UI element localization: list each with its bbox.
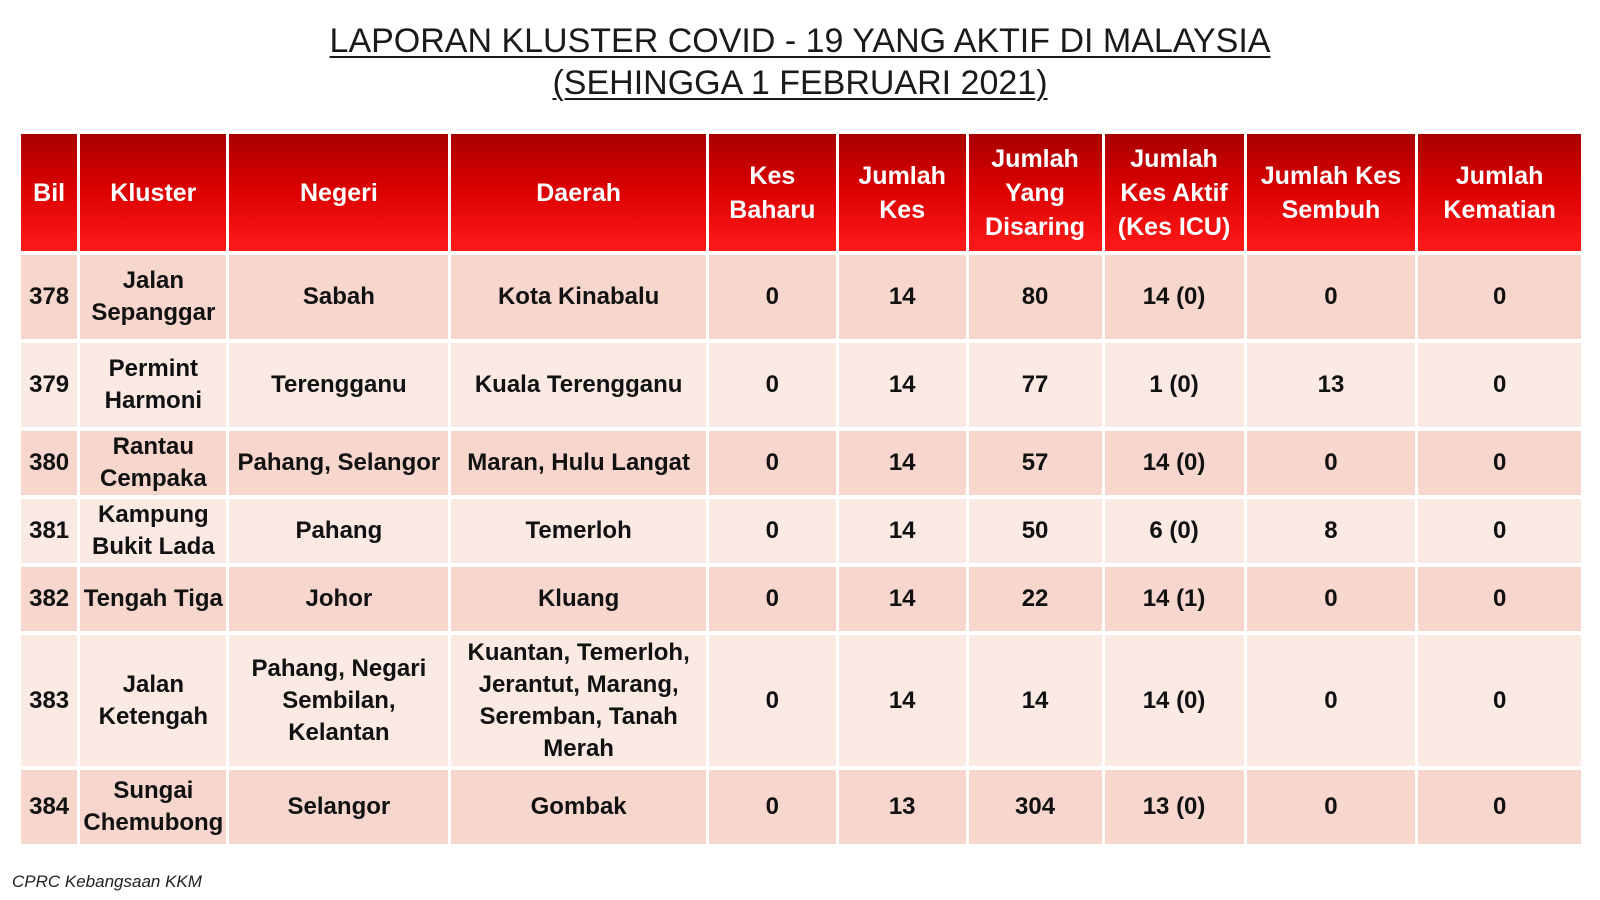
cell-disaring: 304	[969, 770, 1102, 844]
cell-aktif: 13 (0)	[1105, 770, 1244, 844]
cell-kluster: Jalan Ketengah	[80, 635, 226, 766]
cell-bil: 381	[21, 499, 77, 563]
cell-kes-baharu: 0	[709, 635, 836, 766]
cell-jumlah-kes: 14	[839, 567, 966, 631]
cell-jumlah-kes: 14	[839, 635, 966, 766]
cell-kluster: Rantau Cempaka	[80, 431, 226, 495]
cell-kluster: Jalan Sepanggar	[80, 255, 226, 339]
table-row	[21, 499, 1581, 563]
cell-kematian: 0	[1418, 499, 1581, 563]
cell-kluster: Permint Harmoni	[80, 343, 226, 427]
header-bil: Bil	[21, 134, 77, 251]
cell-bil: 382	[21, 567, 77, 631]
cell-sembuh: 0	[1247, 635, 1416, 766]
cell-jumlah-kes: 14	[839, 343, 966, 427]
cell-daerah: Kuantan, Temerloh, Jerantut, Marang, Seremban, Tanah Merah	[451, 635, 706, 766]
header-jumlah-disaring: Jumlah Yang Disaring	[969, 134, 1102, 251]
cell-kes-baharu: 0	[709, 770, 836, 844]
cell-disaring: 57	[969, 431, 1102, 495]
cell-kematian: 0	[1418, 343, 1581, 427]
cell-disaring: 22	[969, 567, 1102, 631]
header-kluster: Kluster	[80, 134, 226, 251]
cell-sembuh: 0	[1247, 255, 1416, 339]
header-jumlah-kes: Jumlah Kes	[839, 134, 966, 251]
cell-daerah: Temerloh	[451, 499, 706, 563]
table-row	[21, 770, 1581, 844]
cell-kematian: 0	[1418, 255, 1581, 339]
cell-kematian: 0	[1418, 567, 1581, 631]
cell-negeri: Johor	[229, 567, 448, 631]
cell-aktif: 14 (0)	[1105, 635, 1244, 766]
cell-jumlah-kes: 14	[839, 431, 966, 495]
cell-disaring: 80	[969, 255, 1102, 339]
cell-kematian: 0	[1418, 431, 1581, 495]
cell-aktif: 1 (0)	[1105, 343, 1244, 427]
cell-jumlah-kes: 14	[839, 499, 966, 563]
source-note: CPRC Kebangsaan KKM	[12, 872, 202, 891]
header-row	[21, 134, 1581, 251]
cell-negeri: Sabah	[229, 255, 448, 339]
cell-jumlah-kes: 14	[839, 255, 966, 339]
header-kes-baharu: Kes Baharu	[709, 134, 836, 251]
cell-kluster: Kampung Bukit Lada	[80, 499, 226, 563]
cell-sembuh: 0	[1247, 431, 1416, 495]
cell-bil: 380	[21, 431, 77, 495]
table-row	[21, 255, 1581, 339]
cell-sembuh: 0	[1247, 567, 1416, 631]
cell-negeri: Selangor	[229, 770, 448, 844]
cell-daerah: Gombak	[451, 770, 706, 844]
cell-bil: 378	[21, 255, 77, 339]
cell-disaring: 50	[969, 499, 1102, 563]
header-daerah: Daerah	[451, 134, 706, 251]
title-line-1: LAPORAN KLUSTER COVID - 19 YANG AKTIF DI MALAYSIA	[329, 22, 1271, 60]
cell-negeri: Pahang, Selangor	[229, 431, 448, 495]
cell-kes-baharu: 0	[709, 499, 836, 563]
cell-bil: 384	[21, 770, 77, 844]
cell-daerah: Maran, Hulu Langat	[451, 431, 706, 495]
cell-sembuh: 0	[1247, 770, 1416, 844]
header-negeri: Negeri	[229, 134, 448, 251]
cell-kes-baharu: 0	[709, 567, 836, 631]
table-row	[21, 431, 1581, 495]
cell-sembuh: 8	[1247, 499, 1416, 563]
cell-aktif: 6 (0)	[1105, 499, 1244, 563]
cell-kluster: Tengah Tiga	[80, 567, 226, 631]
cell-negeri: Pahang, Negari Sembilan, Kelantan	[229, 635, 448, 766]
cell-negeri: Terengganu	[229, 343, 448, 427]
cell-disaring: 14	[969, 635, 1102, 766]
cell-bil: 383	[21, 635, 77, 766]
cluster-table	[18, 130, 1584, 848]
table-row	[21, 635, 1581, 766]
cell-negeri: Pahang	[229, 499, 448, 563]
cell-kluster: Sungai Chemubong	[80, 770, 226, 844]
cell-aktif: 14 (0)	[1105, 431, 1244, 495]
cell-disaring: 77	[969, 343, 1102, 427]
cell-kematian: 0	[1418, 635, 1581, 766]
table-row	[21, 343, 1581, 427]
cell-daerah: Kota Kinabalu	[451, 255, 706, 339]
cell-aktif: 14 (0)	[1105, 255, 1244, 339]
cell-bil: 379	[21, 343, 77, 427]
cell-aktif: 14 (1)	[1105, 567, 1244, 631]
cell-kes-baharu: 0	[709, 431, 836, 495]
title-line-2: (SEHINGGA 1 FEBRUARI 2021)	[552, 64, 1048, 102]
cell-kes-baharu: 0	[709, 255, 836, 339]
cell-kematian: 0	[1418, 770, 1581, 844]
cell-kes-baharu: 0	[709, 343, 836, 427]
cell-daerah: Kuala Terengganu	[451, 343, 706, 427]
header-jumlah-aktif: Jumlah Kes Aktif (Kes ICU)	[1105, 134, 1244, 251]
table-row	[21, 567, 1581, 631]
cell-daerah: Kluang	[451, 567, 706, 631]
cell-sembuh: 13	[1247, 343, 1416, 427]
header-jumlah-kematian: Jumlah Kematian	[1418, 134, 1581, 251]
page-title	[0, 20, 1600, 104]
cell-jumlah-kes: 13	[839, 770, 966, 844]
header-jumlah-sembuh: Jumlah Kes Sembuh	[1247, 134, 1416, 251]
